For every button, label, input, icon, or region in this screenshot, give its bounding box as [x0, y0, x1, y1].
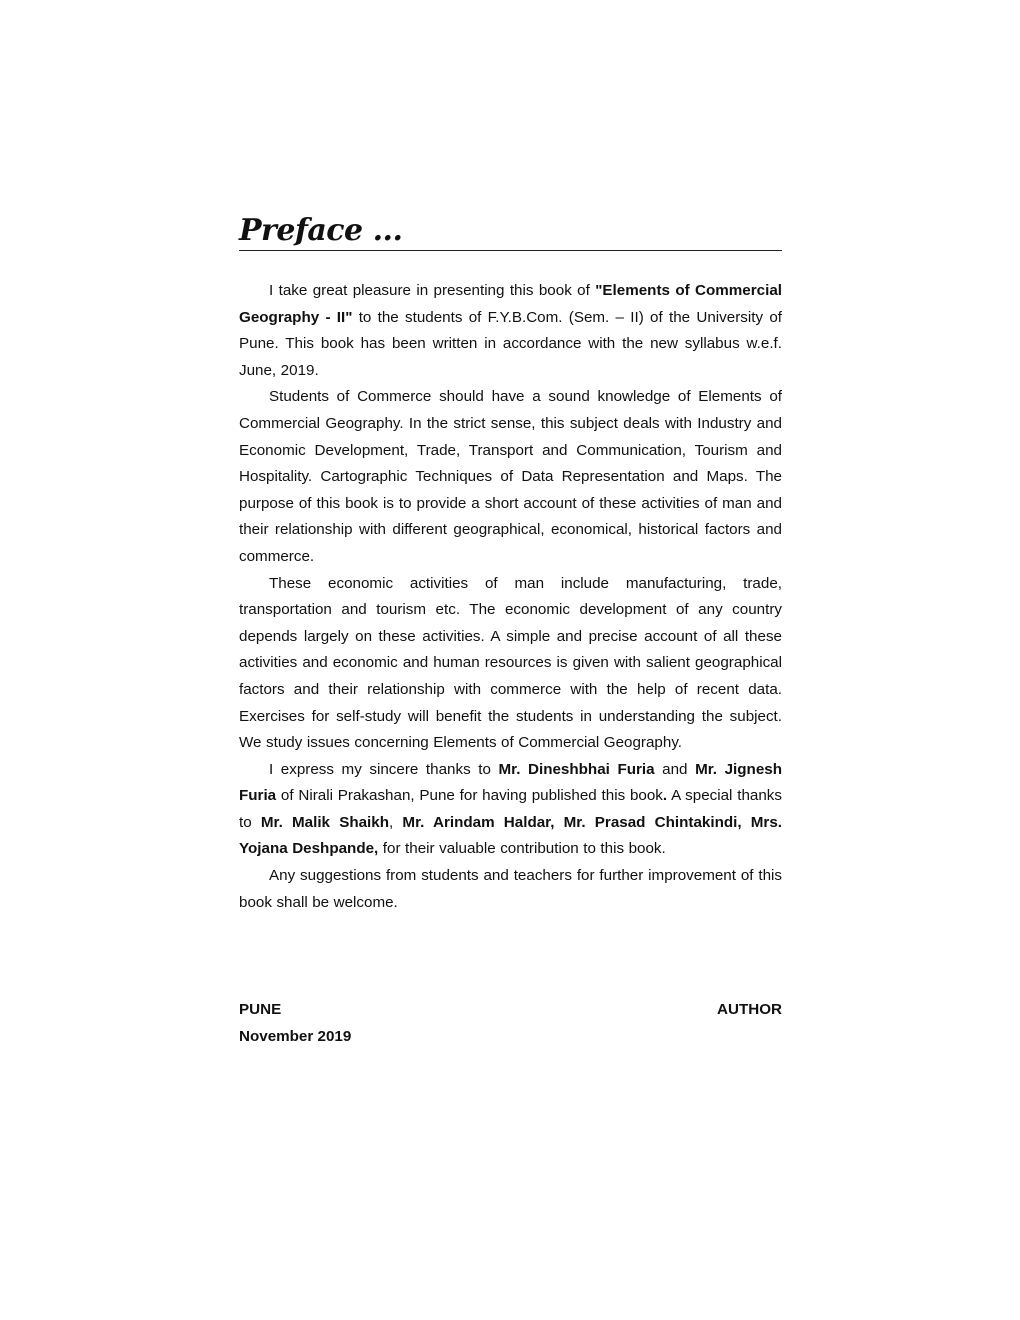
text-span: to the students of F.Y.B.Com. (Sem. – II) of the University of Pune. This book has been written in accordance with the new syllabus w.e.f. June, 2019. — [239, 308, 782, 379]
names-bold: Mr. Arindam Haldar, Mr. Prasad Chintakindi, Mrs. Yojana Deshpande, — [239, 813, 782, 858]
signature-row — [239, 996, 782, 1023]
date-label: November 2019 — [239, 1028, 352, 1046]
place-label: PUNE — [239, 1001, 282, 1019]
paragraph-3 — [239, 571, 782, 757]
preface-page — [239, 200, 782, 1050]
text-span: I express my sincere thanks to — [269, 760, 499, 778]
page-title: Preface ... — [239, 213, 403, 248]
name-bold: Mr. Jignesh Furia — [239, 760, 782, 805]
title-block — [239, 200, 782, 251]
text-span: These economic activities of man include manufacturing, trade, transportation and tourism etc. The economic development of any country depends largely on these activities. A simple and precise account of all these activities and economic and human resources is given with salient geographical factors and their relationship with commerce with the help of recent data. Exercises for self-study will benefit the students in understanding the subject. We study issues concerning Elements of Commercial Geography. — [239, 574, 782, 752]
name-bold: Mr. Malik Shaikh — [260, 813, 389, 831]
text-span: of Nirali Prakashan, Pune for having published this book — [276, 787, 663, 805]
text-span: I take great pleasure in presenting this book of — [269, 282, 596, 299]
bold-period: . — [662, 787, 668, 805]
text-span: , — [389, 813, 403, 831]
text-span: Students of Commerce should have a sound knowledge of Elements of Commercial Geography. In the strict sense, this subject deals with Industry and Economic Development, Trade, Transport and Communication, Tourism and Hospitality. Cartographic Techniques of Data Representation and Maps. The purpose of this book is to provide a short account of these activities of man and their relationship with different geographical, economical, historical factors and commerce. — [239, 388, 782, 565]
text-span: for their valuable contribution to this book. — [378, 840, 666, 858]
paragraph-2 — [239, 384, 782, 570]
signature-block — [239, 996, 782, 1050]
preface-body — [239, 278, 782, 916]
book-title-bold: "Elements of Commercial Geography - II" — [239, 282, 782, 326]
paragraph-5 — [239, 863, 782, 916]
paragraph-1 — [239, 278, 782, 384]
text-span: Any suggestions from students and teachers for further improvement of this book shall be welcome. — [239, 867, 782, 911]
name-bold: Mr. Dineshbhai Furia — [498, 760, 655, 778]
text-span: A special thanks to — [239, 787, 782, 831]
author-label: AUTHOR — [717, 1001, 782, 1019]
paragraph-4 — [239, 757, 782, 863]
text-span: and — [654, 760, 696, 778]
